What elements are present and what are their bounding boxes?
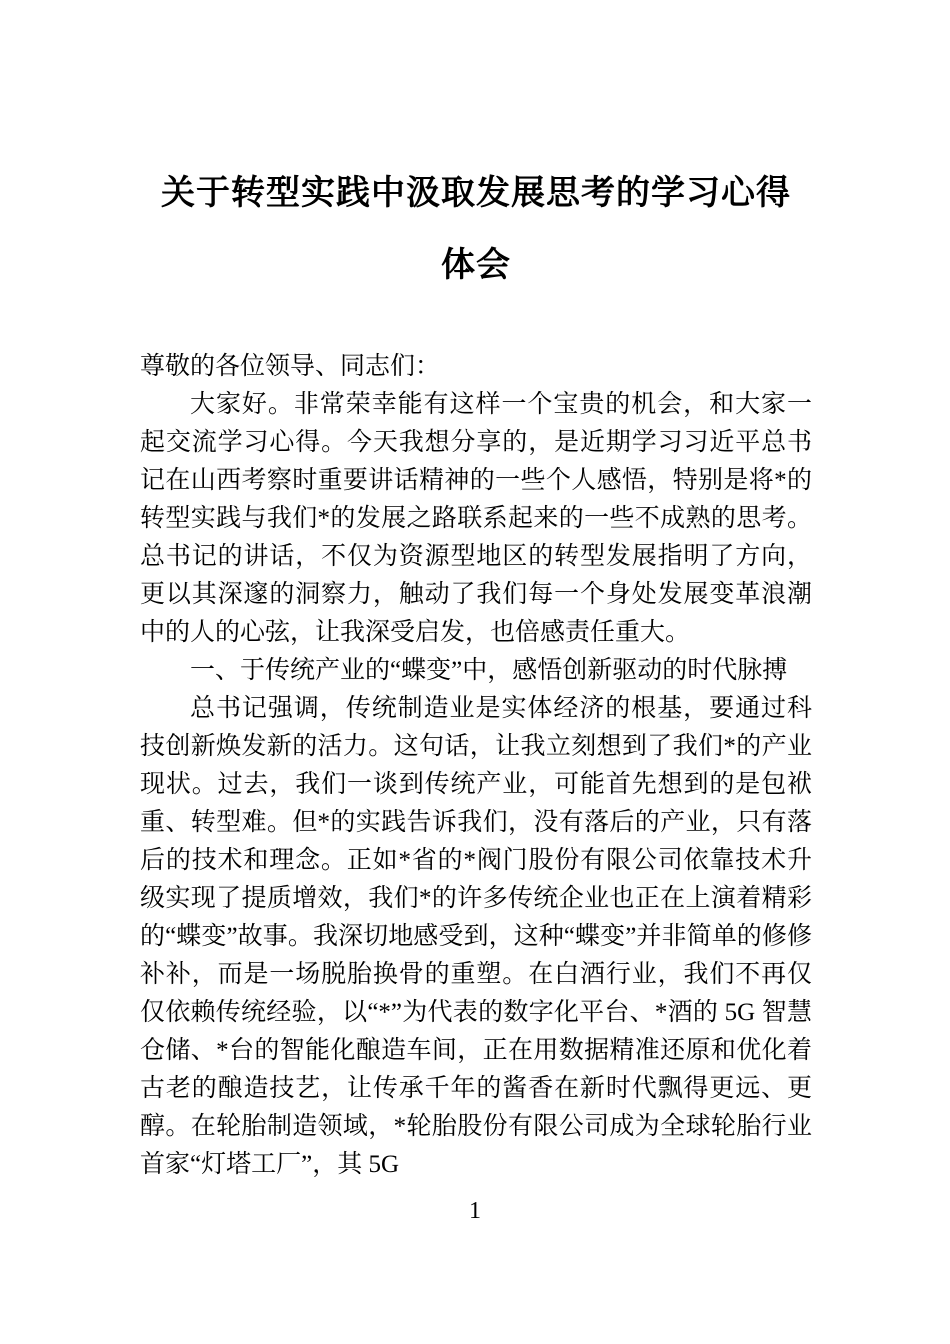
section-heading-1: 一、于传统产业的“蝶变”中，感悟创新驱动的时代脉搏 xyxy=(190,657,788,684)
title-line-2: 体会 xyxy=(441,247,511,284)
document-body xyxy=(140,348,812,1184)
paragraph-section-1: 总书记强调，传统制造业是实体经济的根基，要通过科技创新焕发新的活力。这句话，让我立刻想到了我们*的产业现状。过去，我们一谈到传统产业，可能首先想到的是包袱重、转型难。但*的实践告诉我们，没有落后的产业，只有落后的技术和理念。正如*省的*阀门股份有限公司依靠技术升级实现了提质增效，我们*的许多传统企业也正在上演着精彩的“蝶变”故事。我深切地感受到，这种“蝶变”并非简单的修修补补，而是一场脱胎换骨的重塑。在白酒行业，我们不再仅仅依赖传统经验，以“*”为代表的数字化平台、*酒的 5G 智慧仓储、*台的智能化酿造车间，正在用数据精准还原和优化着古老的酿造技艺，让传承千年的酱香在新时代飘得更远、更醇。在轮胎制造领域，*轮胎股份有限公司成为全球轮胎行业首家“灯塔工厂”，其 5G xyxy=(140,695,812,1178)
paragraph-intro: 大家好。非常荣幸能有这样一个宝贵的机会，和大家一起交流学习心得。今天我想分享的，是近期学习习近平总书记在山西考察时重要讲话精神的一些个人感悟，特别是将*的转型实践与我们*的发展之路联系起来的一些不成熟的思考。总书记的讲话，不仅为资源型地区的转型发展指明了方向，更以其深邃的洞察力，触动了我们每一个身处发展变革浪潮中的人的心弦，让我深受启发，也倍感责任重大。 xyxy=(140,391,812,646)
salutation: 尊敬的各位领导、同志们： xyxy=(140,353,441,380)
page-number: 1 xyxy=(469,1198,481,1224)
title-line-1: 关于转型实践中汲取发展思考的学习心得 xyxy=(161,175,791,212)
document-title xyxy=(140,158,812,302)
